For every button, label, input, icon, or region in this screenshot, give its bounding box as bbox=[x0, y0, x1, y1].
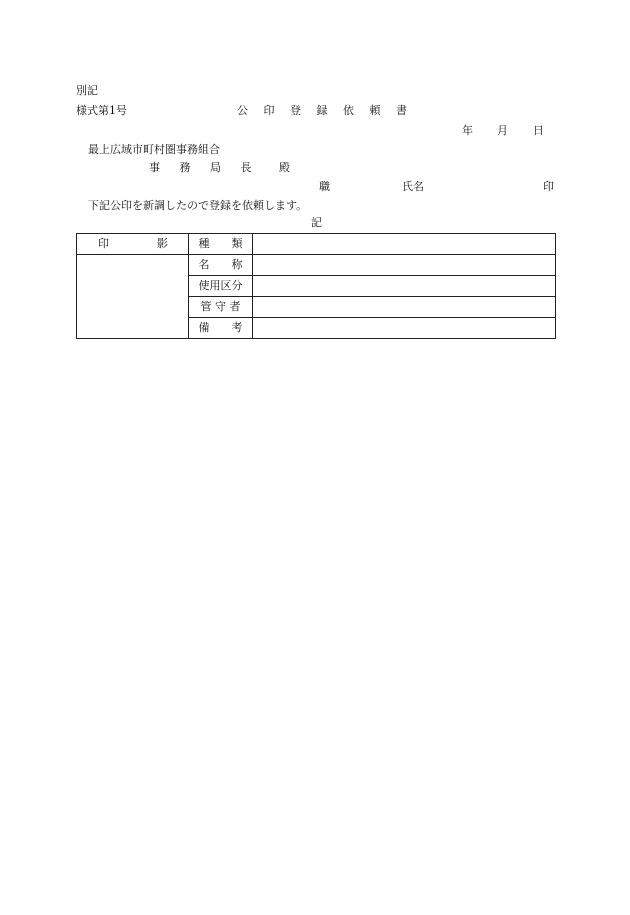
row-value-custodian[interactable] bbox=[253, 297, 556, 318]
annex-label: 別記 bbox=[76, 84, 98, 97]
seal-impression-header bbox=[77, 234, 189, 255]
ki-heading: 記 bbox=[311, 216, 322, 229]
applicant-seal-mark: 印 bbox=[543, 180, 554, 193]
seal-registration-table bbox=[76, 233, 556, 339]
seal-impression-area[interactable] bbox=[77, 255, 189, 339]
date-month: 月 bbox=[497, 124, 508, 137]
table-row bbox=[77, 255, 556, 276]
document-title: 公 印 登 録 依 頼 書 bbox=[237, 104, 413, 117]
row-label-custodian: 管 守 者 bbox=[189, 297, 253, 318]
date-day: 日 bbox=[533, 124, 544, 137]
date-year: 年 bbox=[462, 124, 473, 137]
form-number: 様式第1号 bbox=[76, 104, 127, 117]
addressee-organization: 最上広域市町村圏事務組合 bbox=[88, 143, 220, 156]
table-row bbox=[77, 234, 556, 255]
row-value-type[interactable] bbox=[253, 234, 556, 255]
row-label-remarks: 備 考 bbox=[189, 318, 253, 339]
applicant-name-label: 氏名 bbox=[402, 180, 424, 193]
seal-impression-header-left: 印 bbox=[98, 237, 109, 250]
row-value-name[interactable] bbox=[253, 255, 556, 276]
row-label-name: 名 称 bbox=[189, 255, 253, 276]
request-text: 下記公印を新調したので登録を依頼します。 bbox=[88, 199, 308, 212]
addressee-position: 事 務 局 長 bbox=[149, 161, 260, 174]
addressee-honorific: 殿 bbox=[279, 161, 290, 174]
row-value-remarks[interactable] bbox=[253, 318, 556, 339]
row-value-usage[interactable] bbox=[253, 276, 556, 297]
seal-impression-header-right: 影 bbox=[157, 237, 168, 250]
row-label-type: 種 類 bbox=[189, 234, 253, 255]
row-label-usage: 使用区分 bbox=[189, 276, 253, 297]
applicant-post-label: 職 bbox=[319, 180, 330, 193]
